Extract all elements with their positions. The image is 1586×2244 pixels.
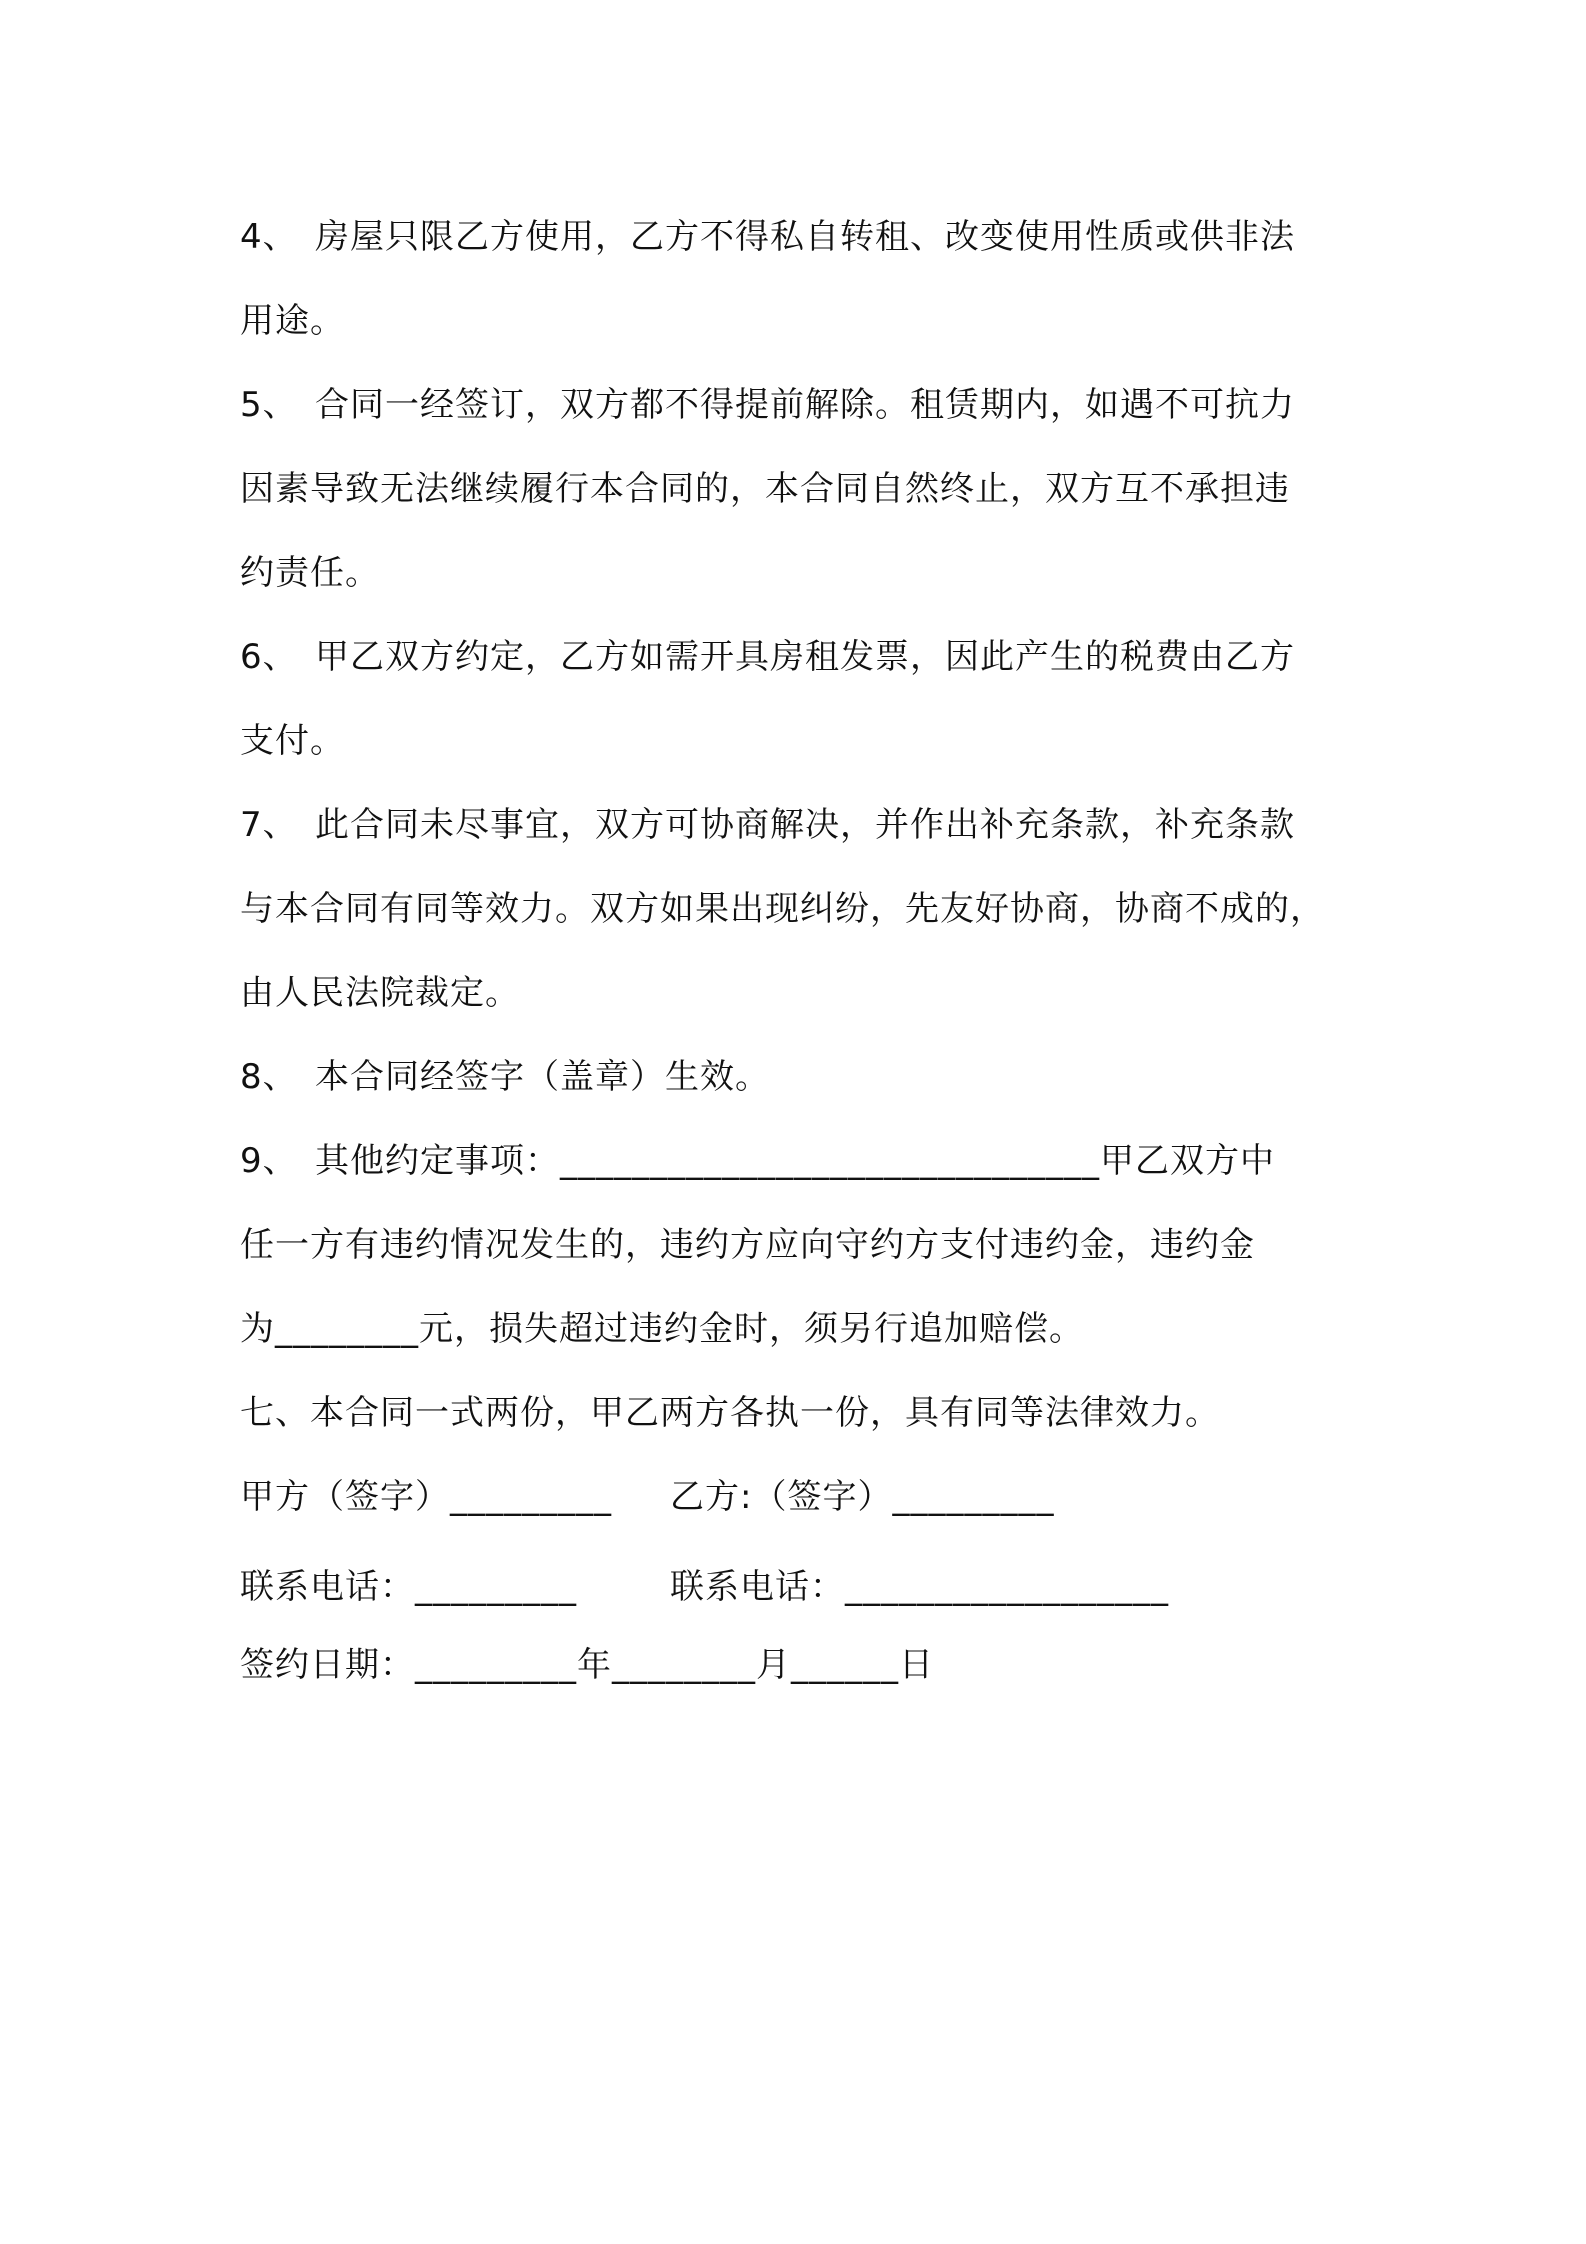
clause-text: 合同一经签订，双方都不得提前解除。租赁期内，如遇不可抗力 [315,385,1295,425]
party-b-signature: 乙方:（签字）_________ [670,1477,1055,1517]
clause-8 [240,1035,1360,1119]
clause-text: 由人民法院裁定。 [240,973,520,1013]
signature-row [240,1455,1360,1539]
clause-7 [240,783,1360,1035]
clause-number: 7、 [240,805,298,845]
clause-text: 与本合同有同等效力。双方如果出现纠纷，先友好协商，协商不成的， [240,889,1325,929]
contract-body [240,195,1360,1707]
sign-date: 签约日期：_________年________月______日 [240,1645,934,1685]
clause-9 [240,1119,1360,1371]
clause-number: 6、 [240,637,298,677]
clause-number: 5、 [240,385,298,425]
clause-text: 房屋只限乙方使用，乙方不得私自转租、改变使用性质或供非法 [315,217,1295,257]
clause-text: 此合同未尽事宜，双方可协商解决，并作出补充条款，补充条款 [315,805,1295,845]
clause-5 [240,363,1360,615]
signature-block [240,1455,1360,1707]
clause-text: 因素导致无法继续履行本合同的，本合同自然终止，双方互不承担违 [240,469,1290,509]
clause-text: 甲乙双方约定，乙方如需开具房租发票，因此产生的税费由乙方 [315,637,1295,677]
phone-row [240,1545,1360,1629]
party-b-phone: 联系电话：__________________ [670,1567,1169,1607]
clause-text: 约责任。 [240,553,380,593]
party-a-signature: 甲方（签字）_________ [240,1477,612,1517]
clause-text: 用途。 [240,301,345,341]
clause-number: 4、 [240,217,298,257]
clause-4 [240,195,1360,363]
clause-text: 其他约定事项：______________________________甲乙双方中 [315,1141,1275,1181]
clause-text: 为________元，损失超过违约金时，须另行追加赔偿。 [240,1309,1084,1349]
clause-6 [240,615,1360,783]
clause-text: 支付。 [240,721,345,761]
clause-text: 任一方有违约情况发生的，违约方应向守约方支付违约金，违约金 [240,1225,1255,1265]
party-a-phone: 联系电话：_________ [240,1567,577,1607]
clause-number: 8、 [240,1057,298,1097]
clause-text: 本合同经签字（盖章）生效。 [315,1057,770,1097]
clause-number: 9、 [240,1141,298,1181]
section-seven: 七、本合同一式两份，甲乙两方各执一份，具有同等法律效力。 [240,1393,1220,1433]
